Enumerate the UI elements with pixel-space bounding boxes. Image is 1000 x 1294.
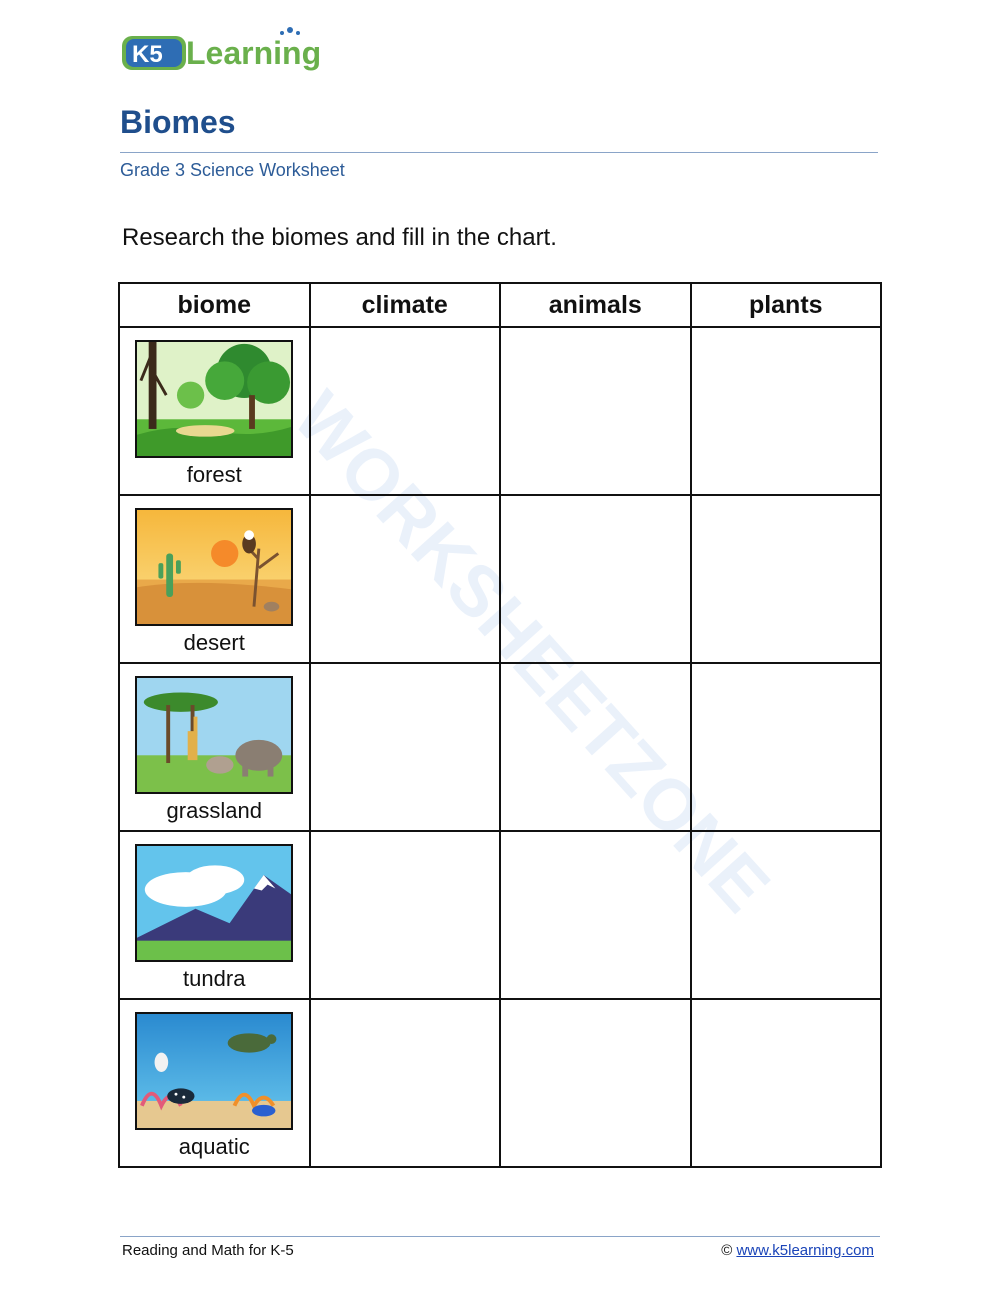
grassland-image: [135, 676, 293, 794]
animals-cell[interactable]: [500, 999, 691, 1167]
plants-cell[interactable]: [691, 831, 882, 999]
column-header-plants: plants: [691, 283, 882, 327]
k5-learning-logo: [120, 24, 335, 76]
table-row: [119, 663, 881, 831]
climate-cell[interactable]: [310, 327, 501, 495]
desert-image: [135, 508, 293, 626]
plants-cell[interactable]: [691, 327, 882, 495]
plants-cell[interactable]: [691, 495, 882, 663]
footer-tagline: Reading and Math for K-5: [122, 1242, 294, 1259]
aquatic-image: [135, 1012, 293, 1130]
climate-cell[interactable]: [310, 999, 501, 1167]
copyright-symbol: ©: [721, 1242, 733, 1259]
biome-cell-aquatic: [119, 999, 310, 1167]
biome-label: grassland: [166, 798, 262, 823]
biome-label: forest: [186, 462, 242, 487]
biome-cell-grassland: [119, 663, 310, 831]
column-header-biome: biome: [119, 283, 310, 327]
plants-cell[interactable]: [691, 663, 882, 831]
table-header-row: [119, 283, 881, 327]
biome-label: aquatic: [178, 1134, 250, 1159]
biome-label: tundra: [183, 966, 246, 991]
svg-text:K5: K5: [132, 41, 163, 68]
biome-cell-forest: [119, 327, 310, 495]
svg-text:Learning: Learning: [186, 35, 322, 71]
page-title: Biomes: [120, 104, 236, 140]
animals-cell[interactable]: [500, 495, 691, 663]
forest-image: [135, 340, 293, 458]
biome-cell-desert: [119, 495, 310, 663]
table-row: [119, 831, 881, 999]
climate-cell[interactable]: [310, 831, 501, 999]
column-header-animals: animals: [500, 283, 691, 327]
biome-label: desert: [183, 630, 245, 655]
animals-cell[interactable]: [500, 327, 691, 495]
svg-text:WORKSHEETZONE: WORKSHEETZONE: [278, 377, 785, 928]
tundra-image: [135, 844, 293, 962]
climate-cell[interactable]: [310, 495, 501, 663]
animals-cell[interactable]: [500, 663, 691, 831]
title-divider: [120, 152, 878, 153]
plants-cell[interactable]: [691, 999, 882, 1167]
page-subtitle: Grade 3 Science Worksheet: [120, 160, 345, 180]
table-row: [119, 327, 881, 495]
animals-cell[interactable]: [500, 831, 691, 999]
footer-copyright: [721, 1242, 874, 1259]
column-header-climate: climate: [310, 283, 501, 327]
biome-cell-tundra: [119, 831, 310, 999]
table-row: [119, 999, 881, 1167]
instructions-text: Research the biomes and fill in the chart.: [122, 224, 557, 251]
footer-divider: [120, 1236, 880, 1237]
biomes-chart: [118, 282, 882, 1168]
table-row: [119, 495, 881, 663]
climate-cell[interactable]: [310, 663, 501, 831]
website-link[interactable]: www.k5learning.com: [736, 1242, 874, 1259]
